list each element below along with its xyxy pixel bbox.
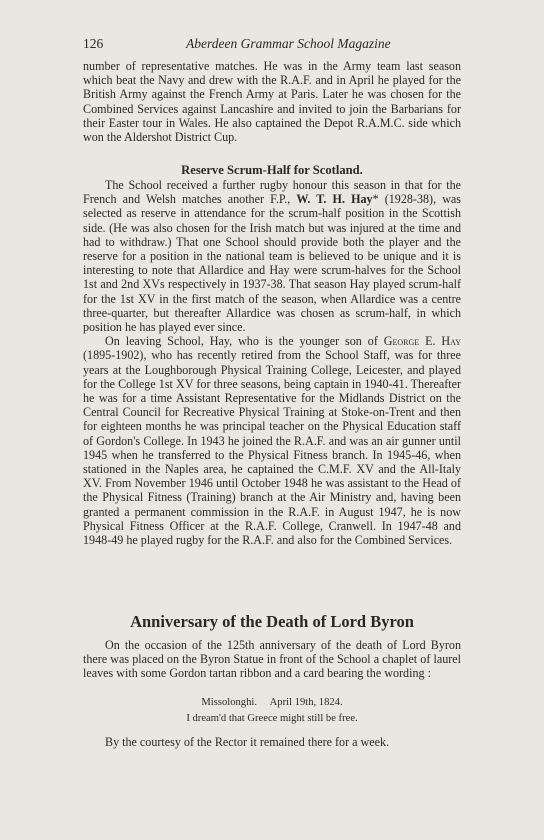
reserve-para1-text-b: * (1928-38), was selected as reserve in attendance for the scrum-half position in the Scottish side. (He was also chosen for the Irish match but was injured at the time and had to withdraw.) That one School should provide both the player and the reserve for a position in the national team is believed to be unique and it is interesting to note that Allardice and Hay were scrum-halves for the School 1st and 2nd XVs respectively in 1937-38. That season Hay played scrum-half for the 1st XV in the first match of the season, when Allardice was a centre three-quarter, but thereafter Allardice was chosen as scrum-half, in which position he has played ever since. [83,192,461,335]
byron-paragraph-2 [83,735,461,749]
player-name-hay: W. T. H. Hay [296,192,373,207]
page-header [83,36,461,56]
reserve-para1-text-a: The School received a further rugby honour this season in that for the French and Welsh matches another F.P., [83,178,461,207]
father-name: George E. Hay [383,334,461,349]
reserve-paragraph-2 [83,334,461,547]
byron-section-heading: Anniversary of the Death of Lord Byron [130,612,414,631]
continuation-text: number of representative matches. He was in the Army team last season which beat the Navy and drew with the R.A.F. and in April he played for the British Army against the French Army at Paris. Later he was chosen for the Combined Services against Lancashire and invited to join the Barbarians for their Easter tour in Wales. He also captained the Depot R.A.M.C. side which won the Aldershot District Cup. [83,59,461,145]
reserve-section-heading: Reserve Scrum-Half for Scotland. [181,163,363,177]
byron-para2-text: By the courtesy of the Rector it remained there for a week. [105,735,390,749]
reserve-paragraph-1 [83,178,461,334]
running-title: Aberdeen Grammar School Magazine [186,36,391,51]
card-quote-line-2: I dream'd that Greece might still be free. [186,713,358,724]
reserve-para2-text-a: On leaving School, Hay, who is the younger son of [105,334,384,349]
continuation-paragraph [83,59,461,144]
byron-para1-text: On the occasion of the 125th anniversary of the death of Lord Byron there was placed on the Byron Statue in front of the School a chaplet of laurel leaves with some Gordon tartan ribbon and a card bearing the wording : [83,638,461,681]
card-quote-line-1: Missolonghi. April 19th, 1824. [201,697,343,708]
page-number: 126 [83,36,104,51]
reserve-para2-text-b: (1895-1902), who has recently retired from the School Staff, was for three years at the Loughborough Physical Training College, Leicester, and played for the College 1st XV for three seasons, being captain in 1940-41. Thereafter he was for a time Assistant Representative for the Midlands District on the Central Council for Recreative Physical Training at Stoke-on-Trent and then for eighteen months he was principal teacher on the Physical Education staff of Gordon's College. In 1943 he joined the R.A.F. and was an air gunner until 1945 when he transferred to the Physical Fitness branch. In 1945-46, when stationed in the Naples area, he captained the C.M.F. XV and the All-Italy XV. From November 1946 until October 1948 he was assistant to the Head of the Physical Fitness (Training) branch at the Air Ministry and, having been granted a permanent commission in the R.A.F. in August 1947, he is now Physical Fitness Officer at the R.A.F. College, Cranwell. In 1947-48 and 1948-49 he played rugby for the R.A.F. and also for the Combined Services. [83,348,461,548]
reserve-section-body [83,178,461,547]
byron-paragraph-1 [83,638,461,681]
